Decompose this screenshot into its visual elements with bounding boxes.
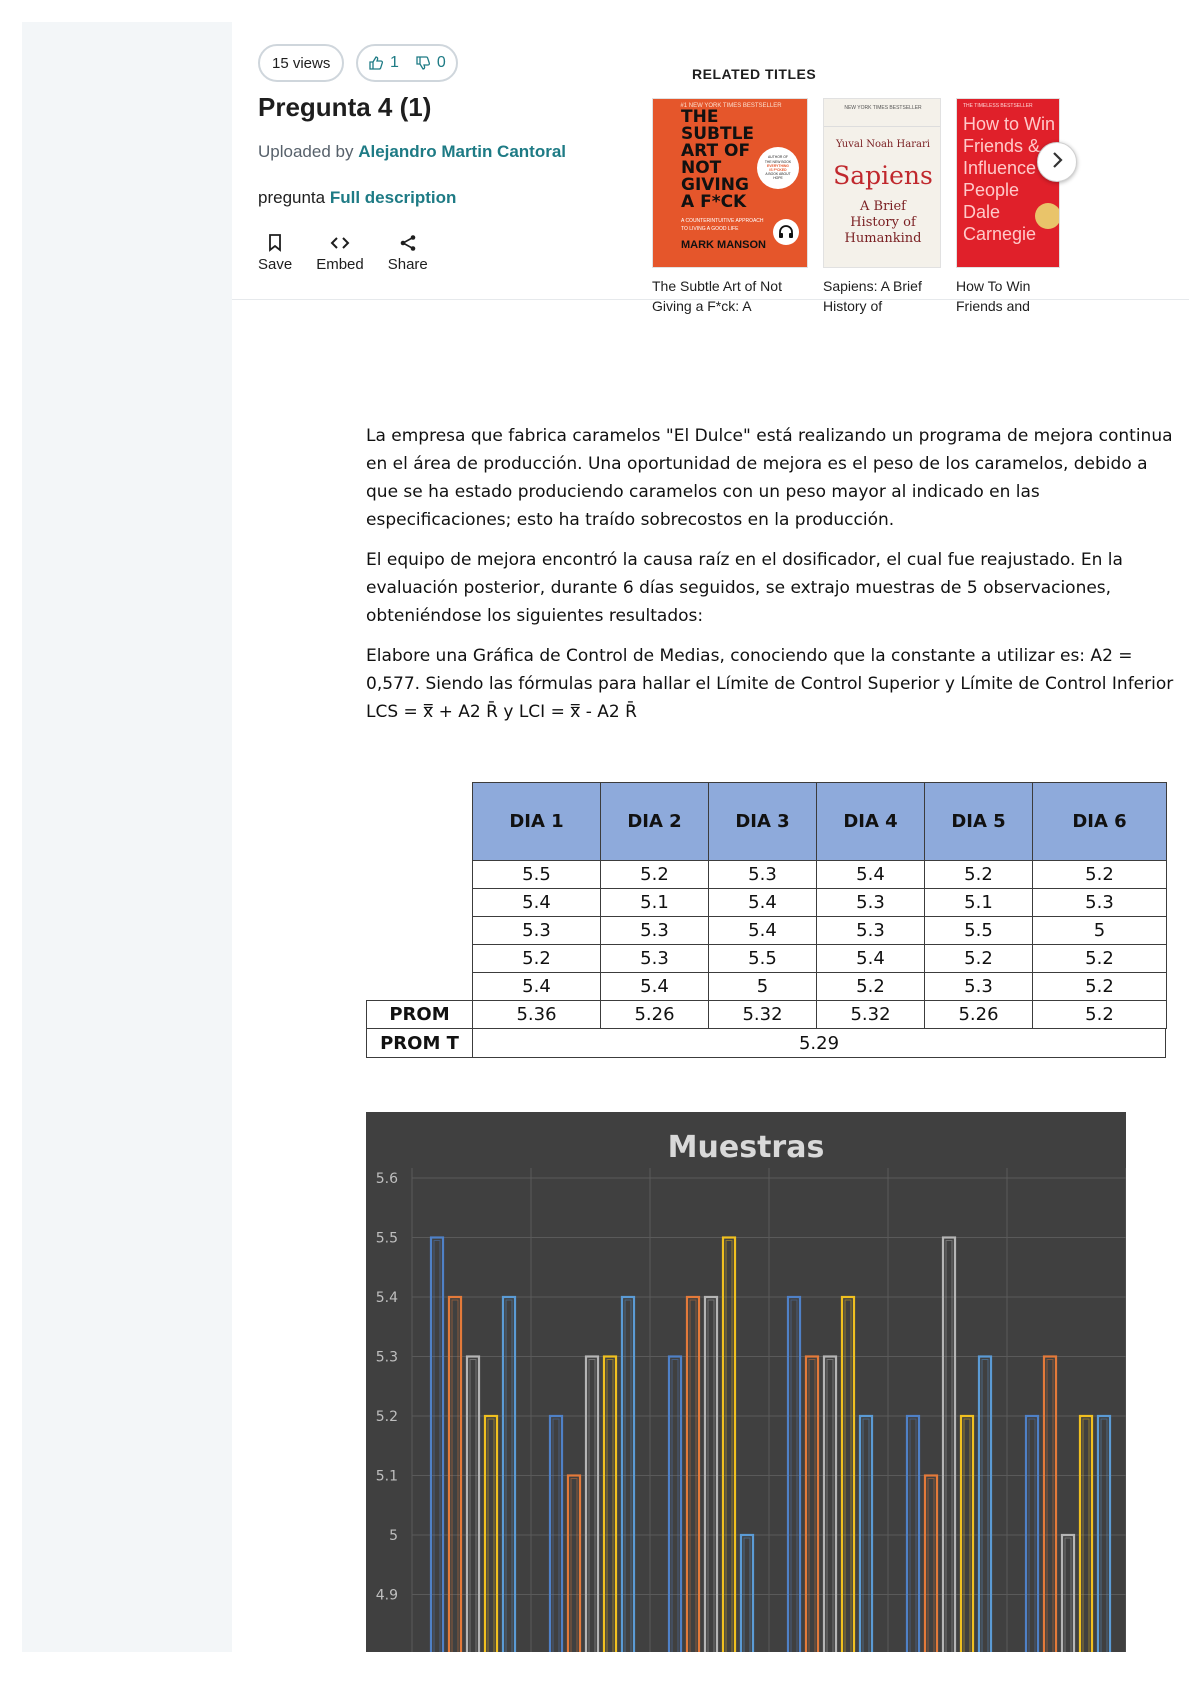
bar-outline: [669, 1357, 681, 1653]
promt-cell: 5.29: [472, 1028, 1166, 1058]
column-header: DIA 4: [816, 782, 925, 861]
cover-subtitle: History of: [850, 215, 916, 230]
text-line: en el área de producción. Una oportunidad de mejora es el peso de los caramelos, debido a: [366, 454, 1148, 474]
bar-outline: [687, 1297, 699, 1652]
headphones-icon: [773, 219, 799, 245]
table-cell: 5.4: [472, 972, 601, 1001]
prom-cell: 5.32: [708, 1000, 817, 1029]
bar-outline: [586, 1357, 598, 1653]
table-cell: 5.5: [472, 860, 601, 889]
book-caption-line: Giving a F*ck: A: [652, 298, 752, 314]
carousel-next-button[interactable]: [1037, 142, 1077, 182]
thumbs-up-icon[interactable]: [368, 55, 384, 71]
code-icon: [330, 230, 350, 256]
cover-author: Yuval Noah Harari: [836, 139, 930, 150]
table-cell: 5.5: [924, 916, 1033, 945]
bar-outline: [741, 1535, 753, 1652]
book-cover: [956, 98, 1060, 268]
table-cell: 5.3: [816, 888, 925, 917]
column-header: DIA 6: [1032, 782, 1167, 861]
bar-outline: [806, 1357, 818, 1653]
bar-inner: [928, 1479, 934, 1653]
table-cell: 5.3: [600, 916, 709, 945]
document-title: Pregunta 4 (1): [258, 92, 432, 122]
cover-title-line: NOT: [681, 158, 722, 178]
bar-outline: [788, 1297, 800, 1652]
bar-inner: [672, 1360, 678, 1653]
embed-button[interactable]: [316, 230, 364, 273]
bar-outline: [860, 1416, 872, 1652]
bar-outline: [943, 1238, 955, 1653]
book-caption-line: History of: [823, 298, 883, 314]
column-header: DIA 5: [924, 782, 1033, 861]
book-caption-line: How To Win: [956, 278, 1031, 294]
cover-seal: [1035, 203, 1060, 229]
bar-outline: [907, 1416, 919, 1652]
description-text: pregunta: [258, 188, 326, 207]
cover-subtitle: A COUNTERINTUITIVE APPROACH: [681, 218, 764, 224]
bar-outline: [842, 1297, 854, 1652]
y-tick-label: 5.1: [375, 1468, 398, 1485]
bar-outline: [824, 1357, 836, 1653]
bar-inner: [470, 1360, 476, 1653]
bar-inner: [1047, 1360, 1053, 1653]
bar-outline: [961, 1416, 973, 1652]
cover-badge: [757, 147, 799, 189]
y-tick-label: 5.2: [375, 1409, 398, 1425]
table-cell: 5.4: [708, 916, 817, 945]
table-cell: 5.2: [600, 860, 709, 889]
bar-outline: [925, 1476, 937, 1653]
cover-subtitle: Humankind: [844, 231, 922, 246]
paragraph: [366, 546, 1189, 630]
bar-outline: [449, 1297, 461, 1652]
cover-subtitle: TO LIVING A GOOD LIFE: [681, 226, 739, 232]
book-caption-line: Sapiens: A Brief: [823, 278, 922, 294]
table-cell: 5.1: [924, 888, 1033, 917]
views-count: 15 views: [272, 54, 331, 72]
cover-top-text: THE TIMELESS BESTSELLER: [963, 103, 1033, 109]
table-cell: 5.2: [1032, 860, 1167, 889]
table-cell: 5.2: [816, 972, 925, 1001]
chart-title: Muestras: [667, 1130, 825, 1165]
text-line: evaluación posterior, durante 6 días seguidos, se extrajo muestras de 5 observaciones,: [366, 578, 1112, 598]
save-label: Save: [258, 256, 293, 273]
badge-line: HOPE: [773, 176, 783, 181]
y-tick-label: 5.6: [375, 1171, 398, 1187]
book-caption-line: The Subtle Art of Not: [652, 278, 782, 294]
bar-outline: [1062, 1535, 1074, 1652]
share-label: Share: [387, 256, 428, 273]
action-bar: [258, 230, 428, 273]
cover-title-line: THE: [681, 107, 719, 127]
book-cover: [823, 98, 941, 268]
table-cell: 5.2: [924, 860, 1033, 889]
bar-inner: [809, 1360, 815, 1653]
column-header: DIA 3: [708, 782, 817, 861]
y-tick-label: 4.9: [375, 1587, 398, 1604]
text-line: que se ha estado produciendo caramelos con un peso mayor al indicado en las: [366, 482, 1040, 502]
table-cell: 5.1: [600, 888, 709, 917]
bookmark-icon: [268, 230, 282, 256]
thumbs-down-icon[interactable]: [415, 55, 431, 71]
prom-label: PROM: [366, 1000, 473, 1029]
book-caption: [956, 276, 1066, 316]
text-line: Elabore una Gráfica de Control de Medias, conociendo que la constante a utilizar es: A2 =: [366, 646, 1133, 666]
chart-plot: [366, 1112, 1126, 1652]
cover-title: Sapiens: [833, 161, 933, 190]
save-button[interactable]: [258, 230, 292, 273]
table-cell: 5.4: [600, 972, 709, 1001]
prom-cell: 5.32: [816, 1000, 925, 1029]
prom-cell: 5.26: [600, 1000, 709, 1029]
main-content: [232, 22, 1189, 1652]
table-cell: 5.4: [816, 944, 925, 973]
table-cell: 5.3: [924, 972, 1033, 1001]
column-header: DIA 1: [472, 782, 601, 861]
related-titles-heading: RELATED TITLES: [692, 66, 817, 82]
y-tick-label: 5: [389, 1528, 398, 1544]
table-cell: 5.4: [708, 888, 817, 917]
bar-outline: [705, 1297, 717, 1652]
bar-inner: [827, 1360, 833, 1653]
table-cell: 5.3: [816, 916, 925, 945]
badge-line: THE NEW BOOK: [764, 159, 792, 164]
bar-outline: [550, 1416, 562, 1652]
book-caption: [652, 276, 808, 316]
bar-inner: [726, 1241, 732, 1653]
cover-subtitle: A Brief: [860, 199, 906, 214]
y-tick-label: 5.4: [375, 1290, 398, 1306]
table-cell: 5.5: [708, 944, 817, 973]
cover-blurb: [824, 113, 941, 127]
bar-outline: [1026, 1416, 1038, 1652]
muestras-chart: [366, 1112, 1126, 1652]
views-badge: [258, 44, 344, 82]
related-book-how-to-win-friends[interactable]: [956, 98, 1066, 316]
table-cell: 5.2: [1032, 944, 1167, 973]
table-cell: 5: [708, 972, 817, 1001]
embed-label: Embed: [316, 256, 364, 273]
prom-cell: 5.2: [1032, 1000, 1167, 1029]
badge-line: EVERYTHING: [767, 163, 789, 168]
bar-outline: [1098, 1416, 1110, 1652]
cover-title-line: SUBTLE: [681, 124, 755, 144]
rating-pill: [356, 44, 458, 82]
table-cell: 5.3: [600, 944, 709, 973]
share-button[interactable]: [388, 230, 428, 273]
paragraph: [366, 422, 1189, 534]
chevron-right-icon: [1051, 151, 1063, 174]
bar-outline: [503, 1297, 515, 1652]
text-line: La empresa que fabrica caramelos "El Dulce" está realizando un programa de mejora continua: [366, 426, 1173, 446]
bar-inner: [571, 1479, 577, 1653]
text-line: 0,577. Siendo las fórmulas para hallar el Límite de Control Superior y Límite de Control Inferior: [366, 674, 1174, 694]
table-cell: 5: [1032, 916, 1167, 945]
prom-cell: 5.36: [472, 1000, 601, 1029]
cover-author: Dale: [963, 202, 1001, 222]
badge-line: IS F*CKED: [769, 168, 787, 172]
uploader-link[interactable]: Alejandro Martin Cantoral: [358, 142, 567, 161]
book-caption: [823, 276, 943, 316]
cover-title-line: Friends &: [963, 136, 1041, 156]
cover-top-text: NEW YORK TIMES BESTSELLER: [844, 105, 922, 111]
table-cell: 5.4: [816, 860, 925, 889]
cover-title-line: GIVING: [681, 175, 749, 195]
formula-line: LCS = x̿ + A2 R̄ y LCI = x̿ - A2 R̄: [366, 702, 637, 722]
y-tick-label: 5.5: [375, 1230, 398, 1247]
badge-line: AUTHOR OF: [768, 155, 788, 160]
uploaded-prefix: Uploaded by: [258, 142, 354, 161]
document-text: [366, 422, 1189, 738]
bar-outline: [604, 1357, 616, 1653]
table-cell: 5.3: [708, 860, 817, 889]
text-line: El equipo de mejora encontró la causa raíz en el dosificador, el cual fue reajustado. En la: [366, 550, 1123, 570]
column-header: DIA 2: [600, 782, 709, 861]
book-cover: [652, 98, 808, 268]
bar-inner: [946, 1241, 952, 1653]
cover-title-line: A F*CK: [681, 192, 747, 212]
bar-outline: [622, 1297, 634, 1652]
share-icon: [399, 230, 417, 256]
samples-table: [366, 782, 1189, 1062]
table-cell: 5.2: [924, 944, 1033, 973]
bar-outline: [723, 1238, 735, 1653]
bar-inner: [982, 1360, 988, 1653]
cover-title-line: ART OF: [681, 141, 751, 161]
bar-outline: [431, 1238, 443, 1653]
bar-outline: [467, 1357, 479, 1653]
book-caption-line: Friends and: [956, 298, 1030, 314]
cover-top-text: #1 NEW YORK TIMES BESTSELLER: [680, 103, 782, 109]
document-header: [232, 22, 1189, 314]
bar-inner: [607, 1360, 613, 1653]
promt-label: PROM T: [366, 1028, 473, 1058]
bar-outline: [979, 1357, 991, 1653]
bar-inner: [589, 1360, 595, 1653]
cover-author: Carnegie: [963, 224, 1037, 244]
dislikes-count: 0: [436, 54, 446, 71]
left-rail: [22, 22, 232, 1652]
text-line: especificaciones; esto ha traído sobrecostos en la producción.: [366, 510, 895, 530]
related-book-subtle-art[interactable]: [652, 98, 808, 316]
likes-count: 1: [390, 54, 399, 71]
cover-title-line: How to Win: [963, 114, 1056, 134]
table-cell: 5.3: [1032, 888, 1167, 917]
full-description-link[interactable]: Full description: [329, 188, 457, 207]
y-tick-label: 5.3: [375, 1349, 398, 1366]
badge-line: A BOOK ABOUT: [765, 172, 791, 177]
bar-outline: [568, 1476, 580, 1653]
cover-author: MARK MANSON: [681, 239, 766, 251]
table-cell: 5.4: [472, 888, 601, 917]
cover-title-line: Influence: [963, 158, 1037, 178]
uploaded-by: [258, 142, 566, 162]
bar-inner: [434, 1241, 440, 1653]
bar-outline: [485, 1416, 497, 1652]
related-book-sapiens[interactable]: [823, 98, 943, 316]
table-cell: 5.2: [472, 944, 601, 973]
table-cell: 5.3: [472, 916, 601, 945]
text-line: obteniéndose los siguientes resultados:: [366, 606, 704, 626]
prom-cell: 5.26: [924, 1000, 1033, 1029]
bar-outline: [1044, 1357, 1056, 1653]
cover-title-line: People: [963, 180, 1020, 200]
bar-outline: [1080, 1416, 1092, 1652]
description: [258, 188, 456, 208]
paragraph: [366, 642, 1189, 726]
table-cell: 5.2: [1032, 972, 1167, 1001]
